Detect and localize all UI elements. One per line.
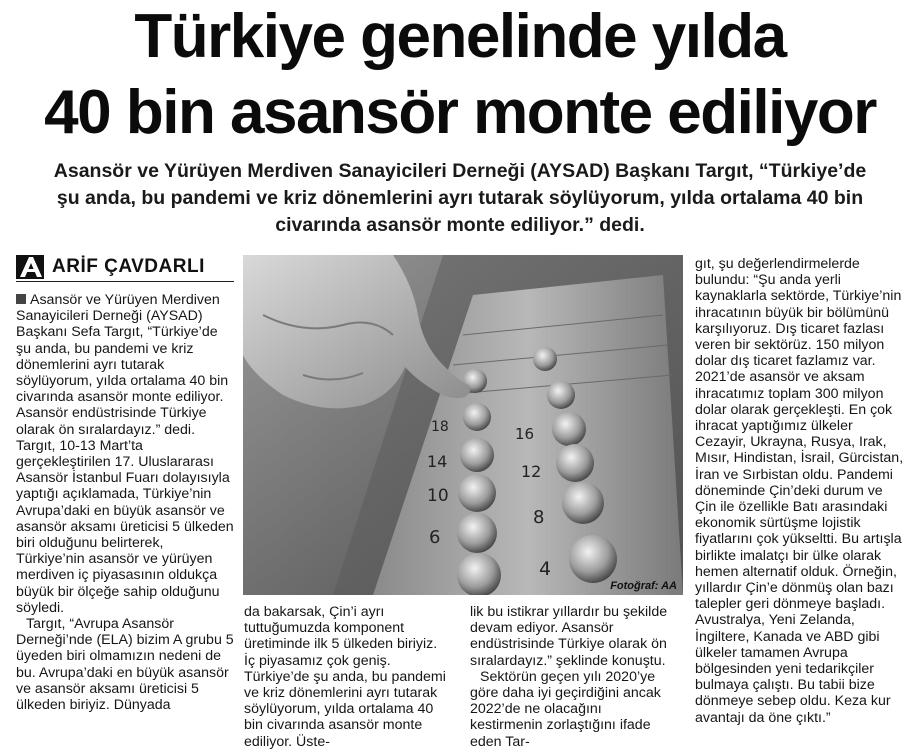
button-label: 10 [427,486,449,506]
paragraph: da bakarsak, Çin’i ayrı tuttuğumuzda komponent üretiminde ilk 5 ülkeden biriyiz. İç piyasamız çok geniş. Türkiye’de şu anda, bu pandemi ve kriz dönemlerini ayrı tutarak söylüyorum, yılda ortalama 40 bin civarında asansör monte ediliyor. Üste- [244,604,446,750]
button-label: 18 [431,419,449,435]
headline-line-1: Türkiye genelinde yılda [134,2,786,71]
paragraph-text: Asansör ve Yürüyen Merdiven Sanayicileri Derneği (AYSAD) Başkanı Sefa Targıt, “Türkiye’de şu anda, bu pandemi ve kriz dönemlerini ayrı tutarak söylüyorum, yılda ortalama 40 bin civarında asansör monte ediliyor. Asansör endüstrisinde Türkiye olarak ön sıralardayız.” dedi. Targıt, 10-13 Mart’ta gerçekleştirilen 17. Uluslararası Asansör İstanbul Fuarı dolayısıyla yaptığı açıklamada, Türkiye’nin Avrupa’daki en büyük asansör ve asansör aksamı üreticisi 5 ülkeden biri olduğunu belirterek, Türkiye’nin asansör ve yürüyen merdiven iç piyasasının oldukça büyük bir ölçeğe sahip olduğunu söyledi. [16,292,234,616]
byline [16,255,234,282]
elevator-photo [243,255,683,595]
paragraph-marker-icon [16,294,26,304]
button-label: 8 [533,507,545,528]
article-column-1 [16,292,234,752]
spot-line-3: civarında asansör monte ediliyor.” dedi. [275,214,645,236]
article-column-3 [470,604,678,752]
elevator-panel-image [243,255,683,595]
spot-text [20,158,900,239]
button-label: 16 [515,425,535,443]
button-label: 12 [521,462,542,481]
paragraph: lik bu istikrar yıllardır bu şekilde devam ediyor. Asansör endüstrisinde Türkiye olarak ön sıralardayız.” şeklinde konuştu. [470,604,668,669]
photo-credit: Fotoğraf: AA [610,580,677,592]
paragraph: Sektörün geçen yılı 2020’ye göre daha iyi geçirdiğini ancak 2022’de ne olacağını kestirmenin zorlaştığını ifade eden Tar- [470,668,661,750]
paragraph [16,292,234,616]
headline-line-2: 40 bin asansör monte ediliyor [44,78,876,147]
author-name: ARİF ÇAVDARLI [52,256,205,277]
spot-line-2: şu anda, bu pandemi ve kriz dönemlerini ayrı tutarak söylüyorum, yılda ortalama 40 bin [56,187,864,209]
byline-logo-icon [16,255,44,279]
paragraph: Targıt, “Avrupa Asansör Derneği’nde (ELA) bizim A grubu 5 üyeden biri olmamızın nedeni de bu. Avrupa’daki en büyük asansör ve asansör aksamı üreticisi 5 ülkeden biriyiz. Dünyada [16,616,234,714]
article-column-4 [695,256,907,752]
spot-line-1: Asansör ve Yürüyen Merdiven Sanayicileri Derneği (AYSAD) Başkanı Targıt, “Türkiye’de [53,160,867,182]
button-label: 6 [429,527,441,548]
button-label: 4 [539,558,552,580]
button-label: 14 [427,452,448,471]
paragraph: gıt, şu değerlendirmelerde bulundu: “Şu anda yerli kaynaklarla sektörde, Türkiye’nin ihracatının büyük bir bölümünü karşılıyoruz. Dış ticaret fazlası veren bir sektörüz. 150 milyon dolar dış ticaret fazlamız var. 2021’de asansör ve aksam ihracatımız toplam 300 milyon dolar olarak gerçekleşti. En çok ihracat yaptığımız ülkeler Cezayir, Ukrayna, Rusya, Irak, Mısır, Hindistan, İsrail, Gürcistan, İran ve Sırbistan oldu. Pandemi döneminde Çin’deki durum ve Çin ile özellikle Batı arasındaki ekonomik sürtüşme lojistik fiyatlarını çok yükseltti. Bu artışla birlikte imalatçı bir ülke olarak hemen alternatif olduk. Örneğin, yıllardır Çin’e dönmüş olan bazı talepler geri dönmeye başladı. Avustralya, Yeni Zelanda, İngiltere, Kanada ve ABD gibi ülkeler tamamen Avrupa bölgesinden yeni tedarikçiler bulmaya çalıştı. Bu tabii bize dönmeye sebep oldu. Keza kur avantajı da öne çıktı.” [695,256,904,726]
article-column-2 [244,604,452,752]
